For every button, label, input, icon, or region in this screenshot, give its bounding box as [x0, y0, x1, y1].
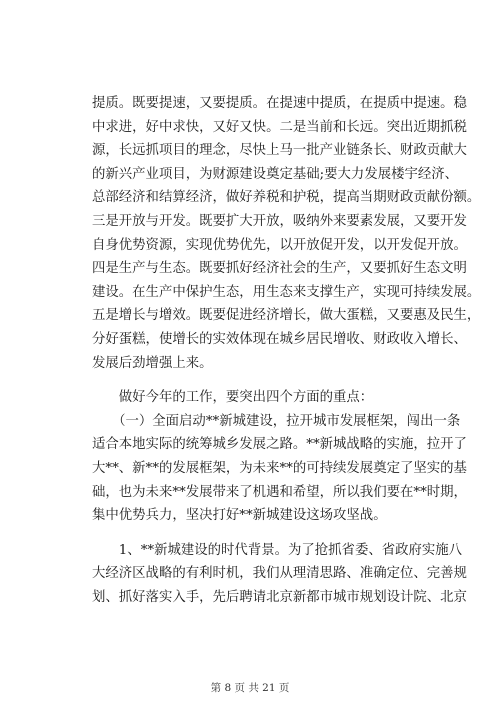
text-line: 础，也为未来**发展带来了机遇和希望，所以我们要在**时期，: [92, 484, 467, 500]
text-line: 做好今年的工作，要突出四个方面的重点：: [92, 390, 374, 406]
paragraph-gap: [92, 375, 422, 386]
text-line: 建设。在生产中保护生态，用生态来支撑生产，实现可持续发展。: [92, 284, 481, 300]
text-line: （一）全面启动**新城建设，拉开城市发展框架，闯出一条: [92, 413, 461, 429]
text-line: 源，长远抓项目的理念，尽快上马一批产业链条长、财政贡献大: [92, 143, 467, 159]
text-line: 划、抓好落实入手，先后聘请北京新都市城市规划设计院、北京: [92, 589, 467, 605]
text-line: 五是增长与增效。既要促进经济增长，做大蛋糕，又要惠及民生，: [92, 308, 481, 324]
document-body: [92, 92, 481, 609]
text-line: 大经济区战略的有利时机，我们从理清思路、准确定位、完善规: [92, 566, 467, 582]
text-line: 自身优势资源，实现优势优先，以开放促开发，以开发促开放。: [92, 237, 467, 253]
text-line: 1、**新城建设的时代背景。为了抢抓省委、省政府实施八: [92, 542, 463, 558]
text-line: 发展后劲增强上来。: [92, 355, 213, 371]
text-line: 集中优势兵力，坚决打好**新城建设这场攻坚战。: [92, 508, 387, 524]
text-line: 适合本地实际的统筹城乡发展之路。**新城战略的实施，拉开了: [92, 437, 467, 453]
text-line: 总部经济和结算经济，做好养税和护税，提高当期财政贡献份额。: [92, 190, 481, 206]
text-line: 中求进，好中求快，又好又快。二是当前和长远。突出近期抓税: [92, 119, 467, 135]
text-line: 三是开放与开发。既要扩大开放，吸纳外来要素发展，又要开发: [92, 213, 467, 229]
page-number-footer: 第 8 页 共 21 页: [210, 682, 290, 694]
text-line: 分好蛋糕，使增长的实效体现在城乡居民增收、财政收入增长、: [92, 331, 467, 347]
text-line: 提质。既要提速，又要提质。在提速中提质，在提质中提速。稳: [92, 96, 467, 111]
text-line: 大**、新**的发展框架，为未来**的可持续发展奠定了坚实的基: [92, 460, 467, 476]
paragraph-gap: [92, 528, 422, 539]
text-line: 的新兴产业项目，为财源建设奠定基础;要大力发展楼宇经济、: [92, 166, 459, 182]
text-line: 四是生产与生态。既要抓好经济社会的生产，又要抓好生态文明: [92, 261, 467, 277]
